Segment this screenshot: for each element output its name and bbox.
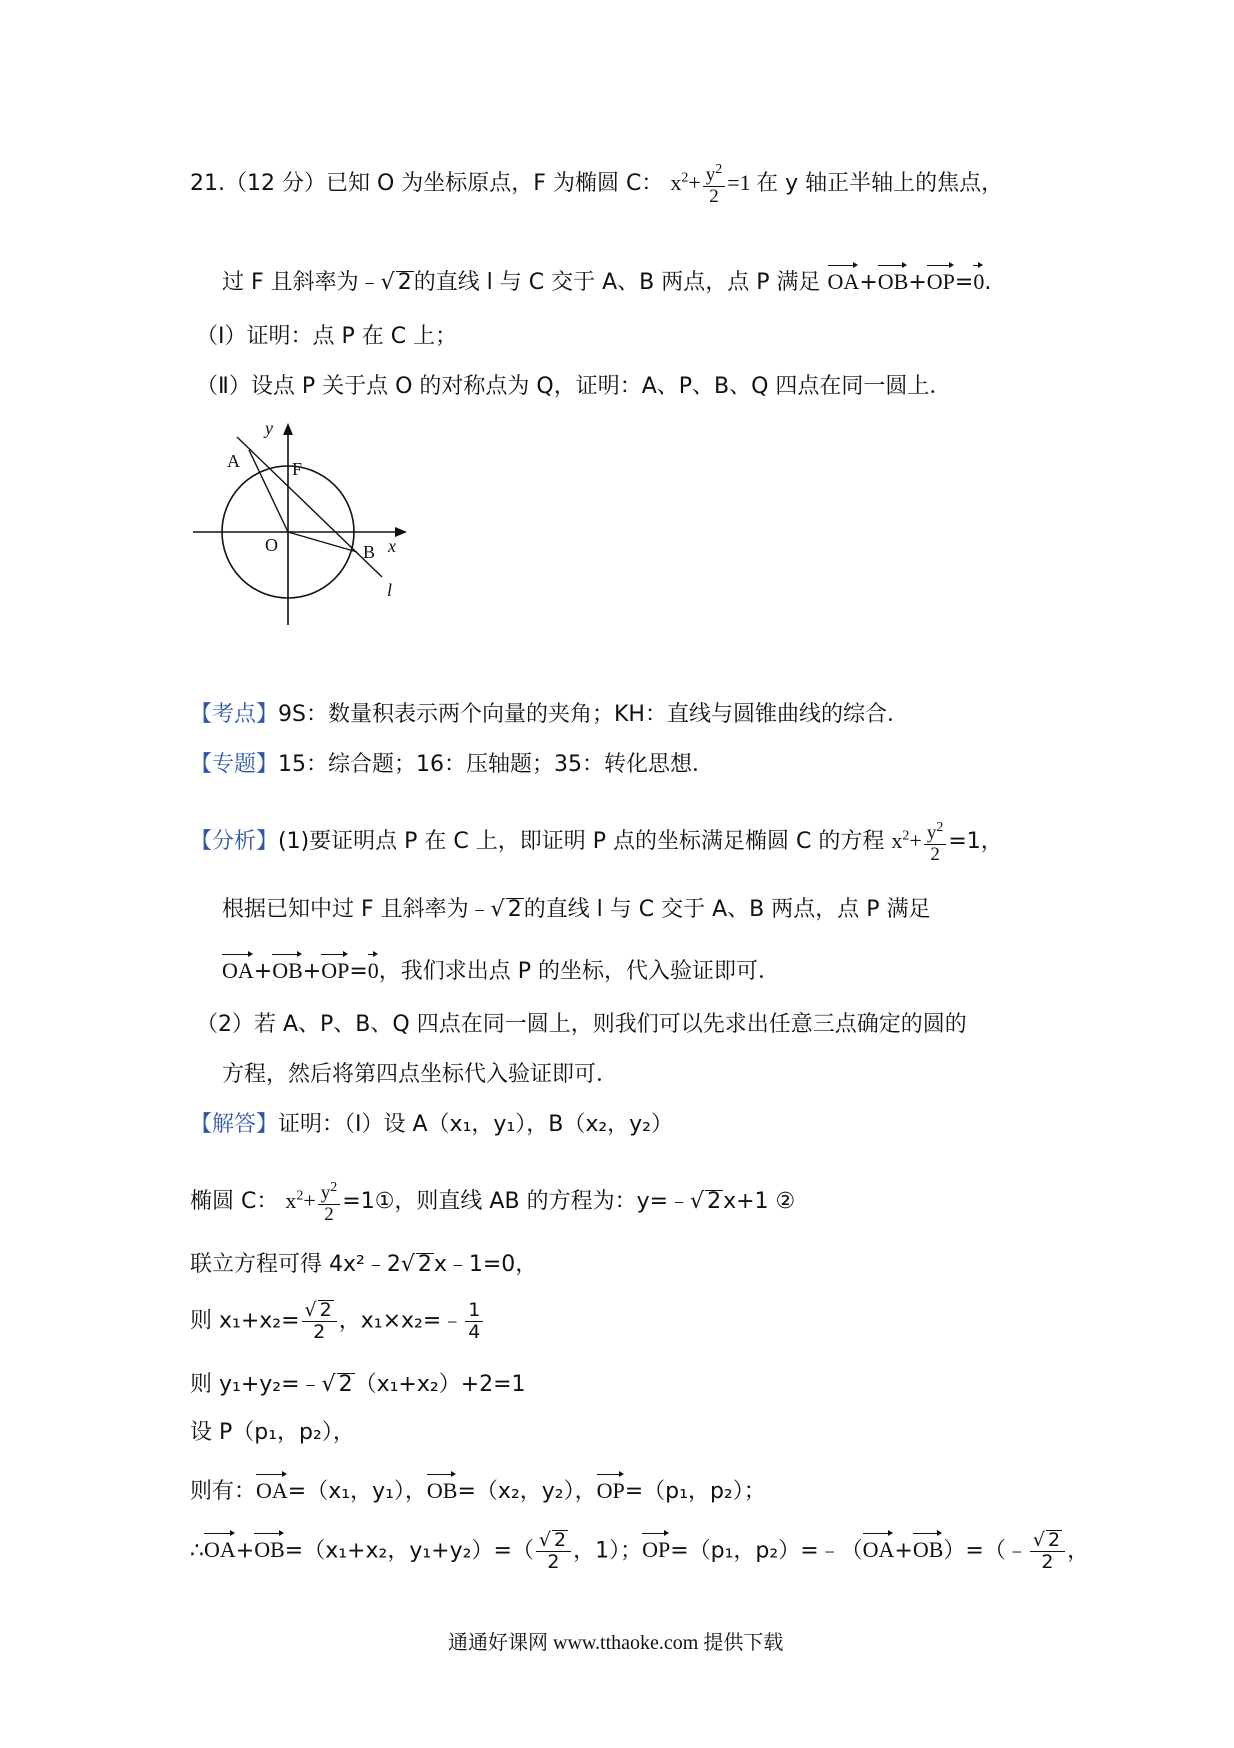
footer-credit: 通通好课网 www.tthaoke.com 提供下载 [448,1632,784,1654]
jieda-label: 【解答】 [190,1112,279,1137]
problem-stem: 已知 O 为坐标原点，F 为椭圆 C： [326,171,664,197]
zhuanti-label: 【专题】 [190,752,279,777]
problem-stem-b: 在 y 轴正半轴上的焦点， [756,171,1004,197]
part-1: （Ⅰ）证明：点 P 在 C 上； [196,324,458,349]
jieda-line-3: 联立方程可得 4x²﹣2√ 2x﹣1=0， [190,1252,538,1277]
jieda-line-5: 则 y₁+y₂=﹣√ 2（x₁+x₂）+2=1 [190,1372,526,1397]
label-b: B [363,542,376,562]
jieda-line-4: 则 x₁+x₂= $\frac{√ 2}{2}$ ，x₁×x₂=﹣ $\frac{1}{4}$ [190,1300,485,1343]
label-a: A [227,451,240,471]
fenxi-line-4: （2）若 A、P、B、Q 四点在同一圆上，则我们可以先求出任意三点确定的圆的 [196,1012,967,1037]
label-f: F [292,459,303,479]
vector-oa: OA [828,263,860,297]
problem-line-2: 过 F 且斜率为﹣√ 2的直线 l 与 C 交于 A、B 两点，点 P 满足 OA+OB+OP=0. [222,263,991,298]
coordinate-figure [185,415,425,635]
jieda-line-8: ∴OA+OB=（x₁+x₂，y₁+y₂）=（ $\frac{√ 2}{2}$ ，1）；OP=（p₁，p₂）=﹣（OA+OB）=（﹣ $\frac{√ 2}{2}$ ， [190,1529,1090,1573]
label-y: y [265,418,273,438]
problem-line-1 [190,162,1003,208]
vector-ob: OB [878,263,909,297]
problem-number: 21. [190,171,225,197]
jieda-line-7: 则有：OA=（x₁，y₁），OB=（x₂，y₂），OP=（p₁，p₂）； [190,1472,766,1507]
jieda-line-2: 椭圆 C： $x^2+$ $\frac{y^2}{2}$ =1①，则直线 AB 的方程为：y=﹣√ 2x+1 ② [190,1180,796,1226]
kaodian-text: 9S：数量积表示两个向量的夹角；KH：直线与圆锥曲线的综合． [278,702,909,727]
fenxi-label: 【分析】 [190,829,279,855]
fenxi-line-1: 【分析】(1)要证明点 P 在 C 上，即证明 P 点的坐标满足椭圆 C 的方程 $x^2+$ $\frac{y^2}{2}$ =1， [190,820,1003,866]
segment-oa [249,450,288,532]
ellipse-equation: $x^2+$ $\frac{y^2}{2}$ =1 [670,162,751,208]
vector-op: OP [927,263,955,297]
fenxi-line-3: OA+OB+OP=0，我们求出点 P 的坐标，代入验证即可． [222,952,780,987]
label-l: l [387,580,393,600]
jieda-line-1: 【解答】证明：（Ⅰ）设 A（x₁，y₁），B（x₂，y₂） [190,1112,673,1137]
fenxi-line-5: 方程，然后将第四点坐标代入验证即可． [222,1062,619,1087]
y-axis-arrow [283,423,293,435]
label-x: x [388,536,396,556]
kaodian-label: 【考点】 [190,702,279,727]
zhuanti-line [190,750,714,780]
jieda-line-6: 设 P（p₁，p₂）， [190,1420,355,1445]
kaodian-line [190,700,909,730]
x-axis-arrow [395,527,407,537]
vector-zero: 0 [973,263,984,297]
line-l [237,437,382,577]
part-2: （Ⅱ）设点 P 关于点 O 的对称点为 Q，证明：A、P、B、Q 四点在同一圆上． [196,374,952,399]
problem-score: （12 分） [225,171,326,197]
zhuanti-text: 15：综合题；16：压轴题；35：转化思想． [278,752,714,777]
fenxi-line-2: 根据已知中过 F 且斜率为﹣√ 2的直线 l 与 C 交于 A、B 两点，点 P 满足 [222,897,931,922]
label-o: O [265,535,278,555]
